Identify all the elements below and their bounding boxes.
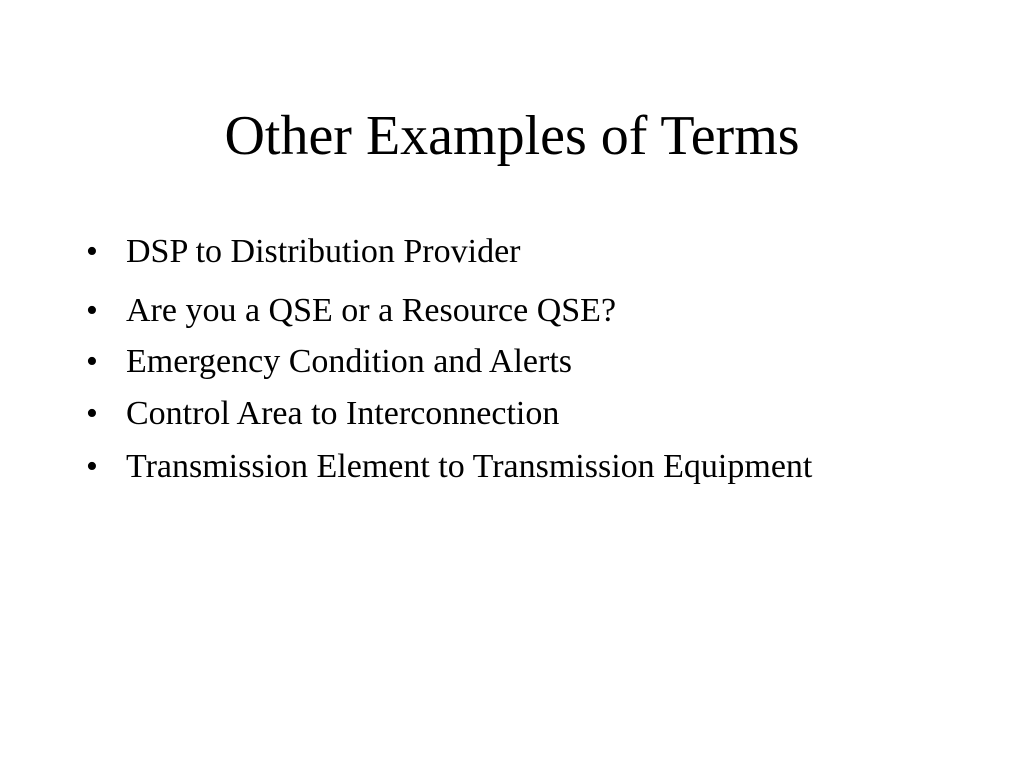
bullet-text: DSP to Distribution Provider <box>126 233 521 270</box>
slide-title: Other Examples of Terms <box>224 105 800 167</box>
bullet-icon: • <box>86 343 98 380</box>
bullet-icon: • <box>86 448 98 485</box>
bullet-icon: • <box>86 233 98 270</box>
bullet-text: Transmission Element to Transmission Equipment <box>126 448 813 485</box>
bullet-text: Emergency Condition and Alerts <box>126 343 573 380</box>
bullet-icon: • <box>86 395 98 432</box>
bullet-text: Are you a QSE or a Resource QSE? <box>126 292 617 329</box>
bullet-text: Control Area to Interconnection <box>126 395 560 432</box>
bullet-icon: • <box>86 292 98 329</box>
